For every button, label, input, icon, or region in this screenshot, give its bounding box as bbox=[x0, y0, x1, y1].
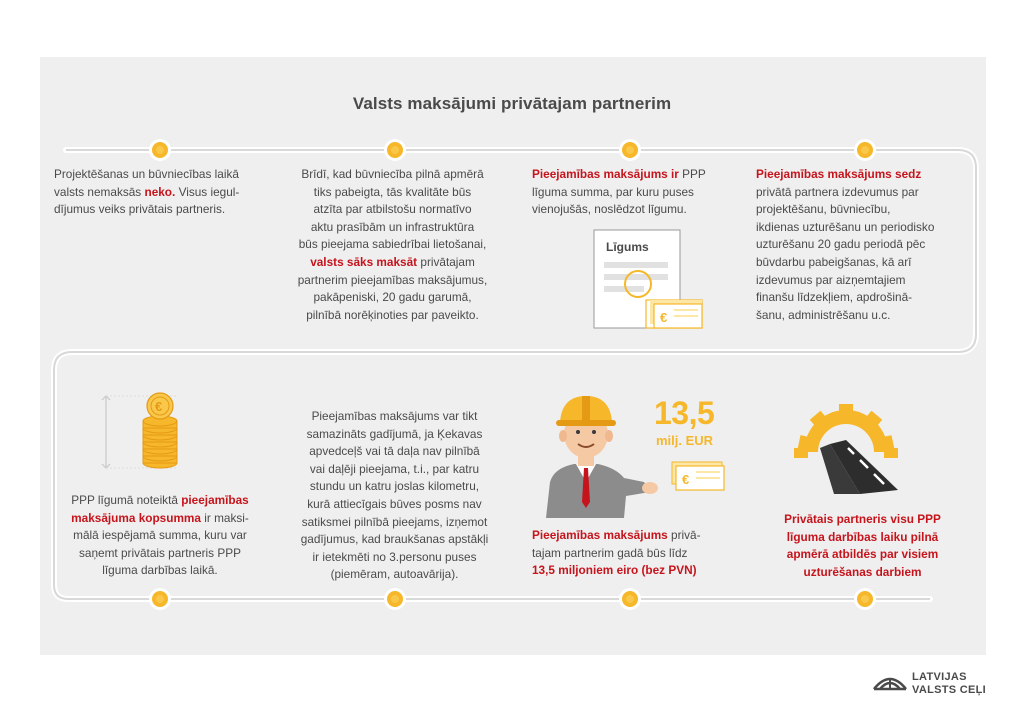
coin-stack-icon bbox=[98, 390, 190, 474]
timeline-dot bbox=[152, 591, 168, 607]
text-block-payment-covers: Pieejamības maksājums sedz privātā partnera izdevumus par projektēšanu, būvniecību, ikdienas uzturēšanu un periodisko uzturēšanu 20 gadu periodā pēc būvdarbu pabeigšanas, kā arī izdevumus par aizņemtajiem finanšu līdzekļiem, apdrošinā- šanu, administrēšanu u.c. bbox=[756, 167, 935, 322]
timeline-dot bbox=[622, 142, 638, 158]
cash-icon bbox=[668, 460, 726, 492]
logo-bridge-icon bbox=[872, 669, 908, 693]
worker-icon bbox=[540, 392, 660, 518]
text-block-total-sum: PPP līgumā noteiktā pieejamības maksājuma kopsumma ir maksi- mālā iespējamā summa, kuru var saņemt privātais partneris PPP līguma darbības laikā. bbox=[71, 493, 249, 578]
timeline-dot bbox=[622, 591, 638, 607]
text-block-maintenance: Privātais partneris visu PPP līguma darbības laiku pilnā apmērā atbildēs par visiem uzturēšanas darbiem bbox=[784, 512, 941, 579]
svg-text:€: € bbox=[682, 472, 690, 487]
gear-road-icon bbox=[790, 404, 904, 496]
text-block-construction: Projektēšanas un būvniecības laikā valsts nemaksās neko. Visus iegul- dījumus veiks privātais partneris. bbox=[54, 167, 240, 217]
text-block-payment-start: Brīdī, kad būvniecība pilnā apmērā tiks pabeigta, tās kvalitāte būs atzīta par atbilstošu normatīvo aktu prasībām un infrastruktūra būs pieejama sabiedrībai lietošanai, valsts sāks maksāt privātajam partnerim pieejamības maksājumus, pakāpeniski, 20 gadu garumā, pilnībā norēķinoties par paveikto. bbox=[297, 167, 488, 322]
annual-amount-unit: milj. EUR bbox=[656, 433, 714, 448]
page-title: Valsts maksājumi privātajam partnerim bbox=[352, 94, 672, 113]
logo-text: LATVIJAS VALSTS CEĻI bbox=[912, 671, 986, 696]
text-block-availability-payment: Pieejamības maksājums ir PPP līguma summa, par kuru puses vienojušās, noslēdzot līgumu. bbox=[532, 167, 706, 217]
timeline-dot bbox=[857, 591, 873, 607]
contract-label: Līgums bbox=[606, 240, 649, 254]
timeline-dot bbox=[387, 591, 403, 607]
text-block-payment-reduction: Pieejamības maksājums var tikt samazināts gadījumā, ja Ķekavas apvedceļš vai tā daļa nav pilnībā vai daļēji pieejama, t.i., par katru stundu un katru joslas kilometru, kurā attiecīgais būves posms nav satiksmei pilnībā pieejams, izņemot gadījumus, kad braukšanas apstākļi ir ietekmēti no 3.personu puses (piemēram, autoavārija). bbox=[300, 409, 489, 582]
annual-amount: 13,5 bbox=[654, 395, 715, 431]
text-block-annual-payment: Pieejamības maksājums privā- tajam partnerim gadā būs līdz 13,5 miljoniem eiro (bez PVN) bbox=[532, 528, 701, 578]
svg-text:€: € bbox=[660, 310, 668, 325]
timeline-dot bbox=[857, 142, 873, 158]
timeline-dot bbox=[387, 142, 403, 158]
svg-text:€: € bbox=[155, 399, 163, 414]
timeline-dot bbox=[152, 142, 168, 158]
